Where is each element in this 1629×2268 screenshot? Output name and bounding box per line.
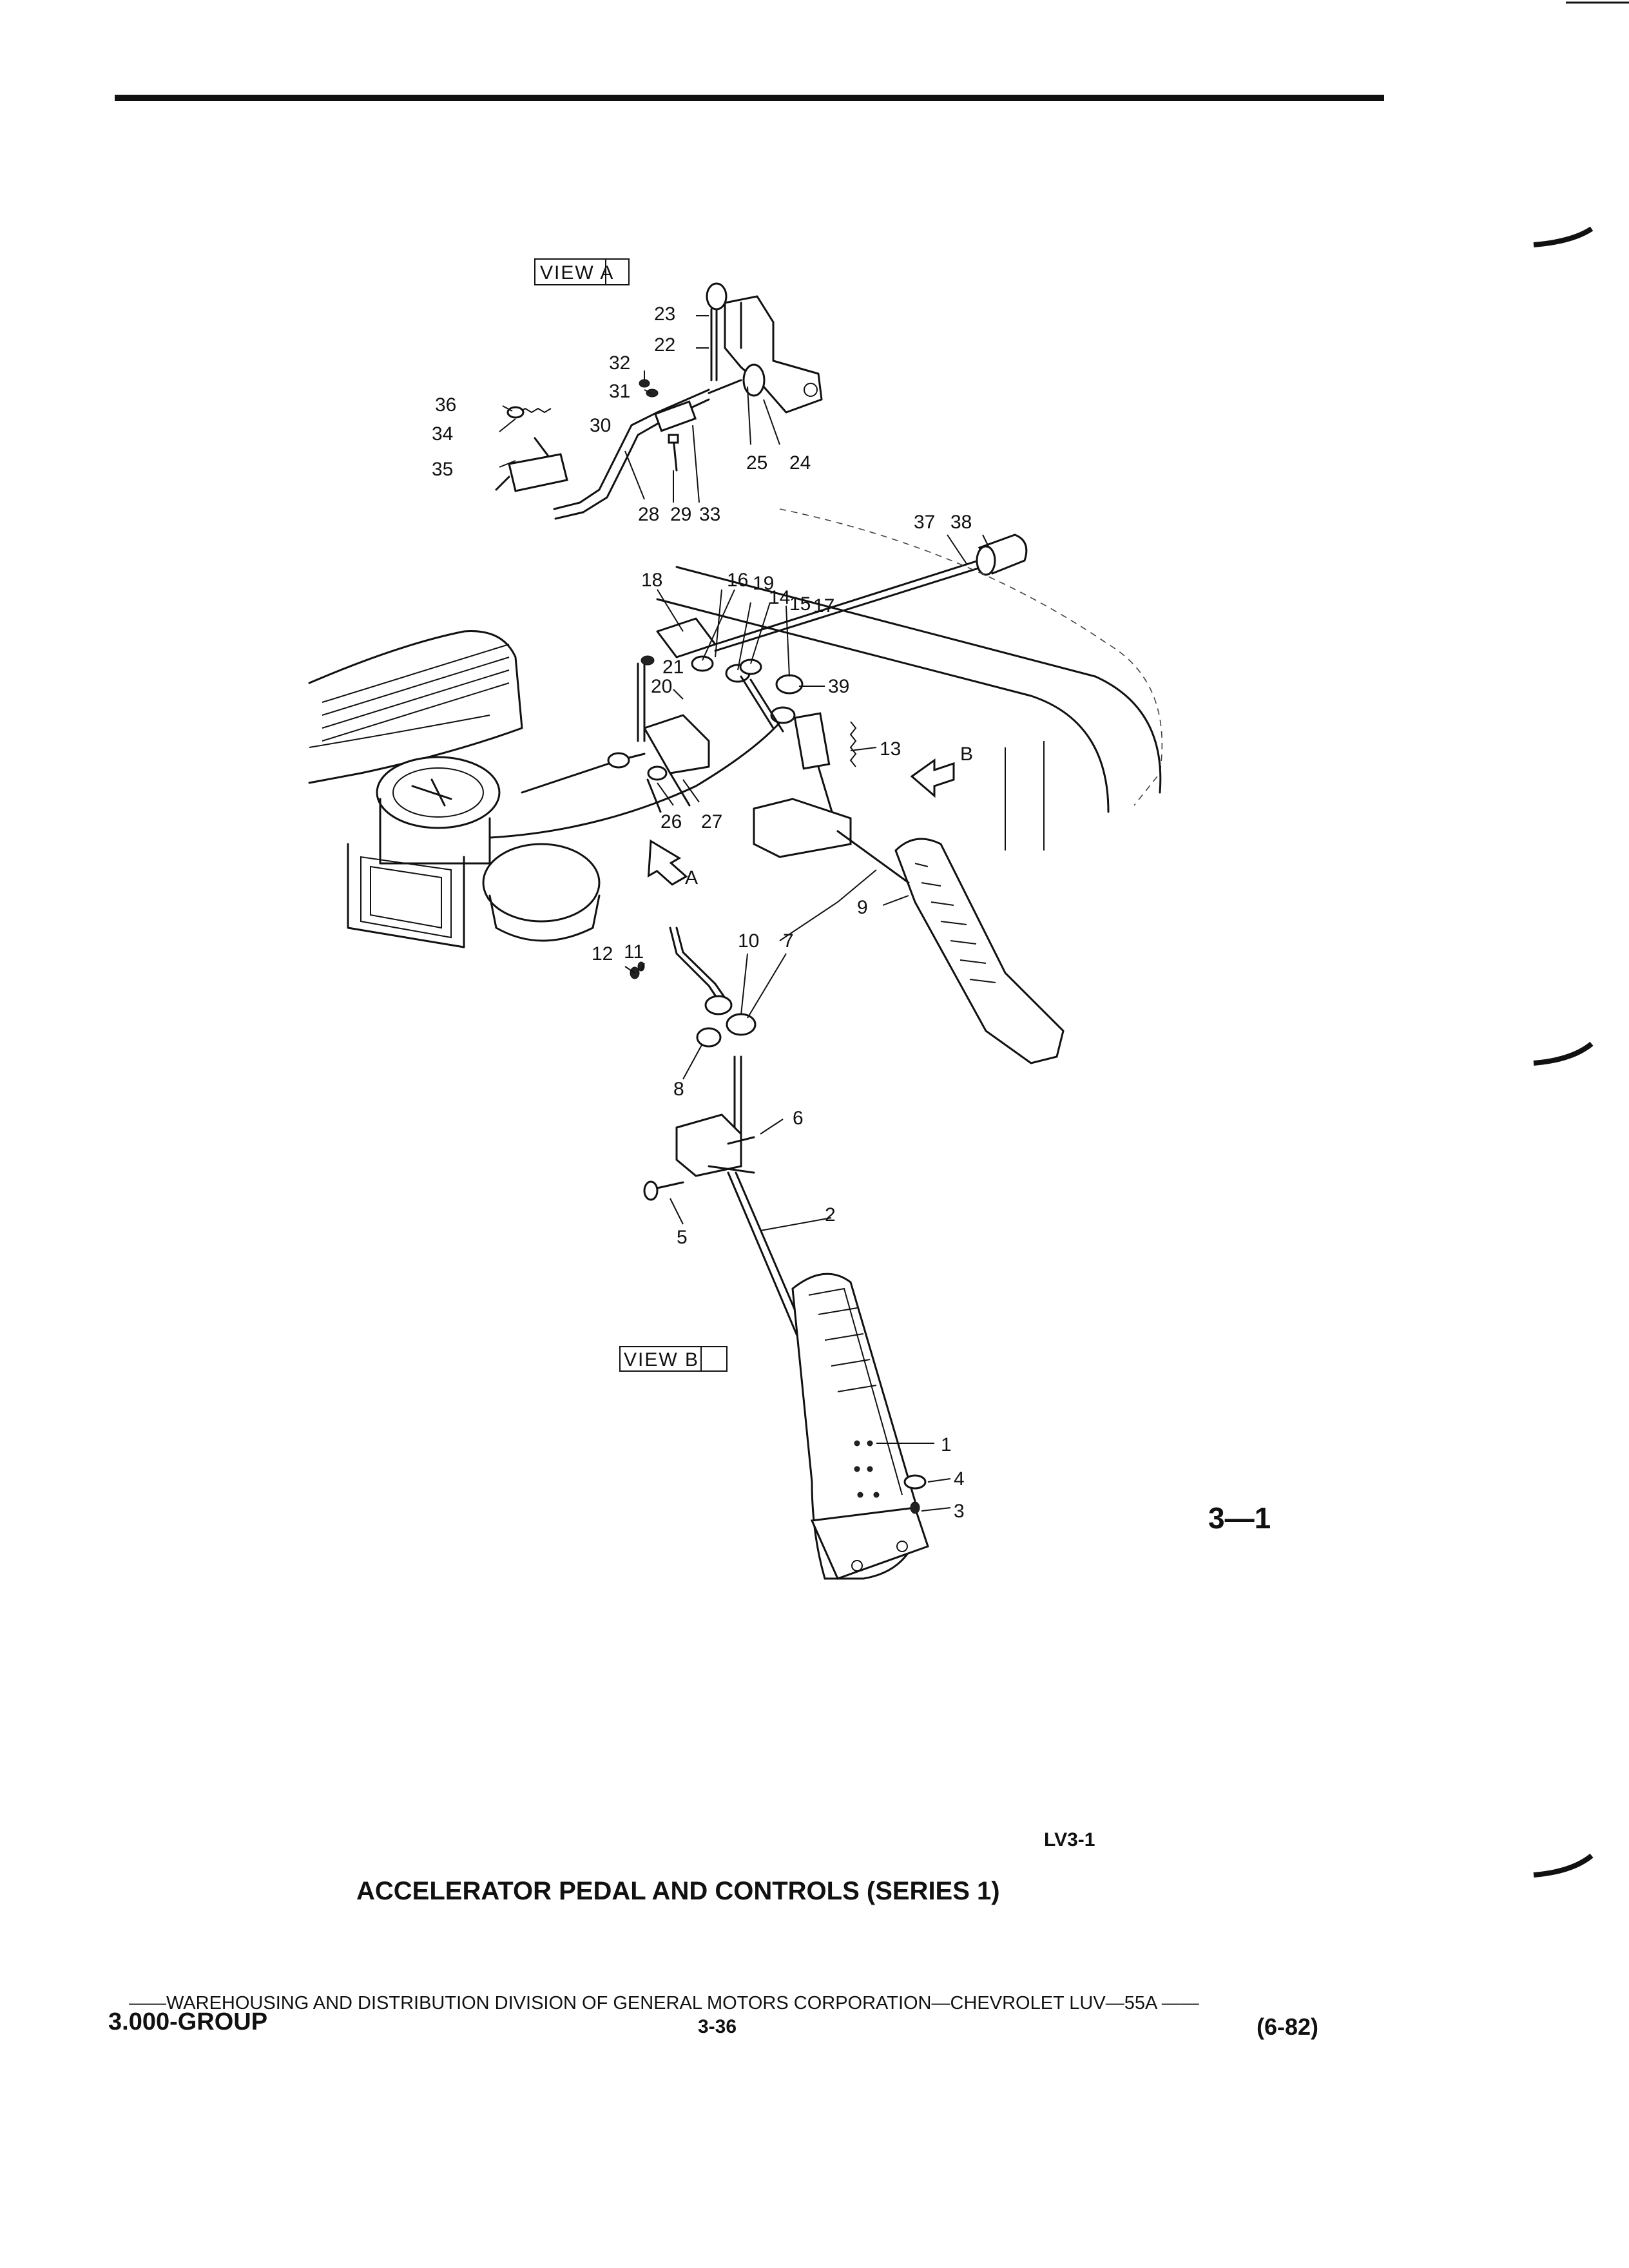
part-number: 3 (954, 1501, 965, 1522)
part-number: 15 (789, 593, 811, 615)
part-number: 24 (789, 452, 811, 474)
part-number: 18 (641, 570, 663, 591)
figure-caption: ACCELERATOR PEDAL AND CONTROLS (SERIES 1) (356, 1877, 1000, 1905)
view-b-assembly (620, 928, 928, 1579)
part-number: 13 (880, 738, 901, 760)
part-number: 12 (592, 943, 613, 965)
part-number: 2 (825, 1204, 836, 1225)
part-number: 35 (432, 459, 454, 480)
part-number: 37 (914, 512, 936, 533)
arrow-label-a: A (685, 867, 699, 889)
part-number: 22 (654, 334, 676, 356)
part-number: 33 (699, 504, 721, 525)
view-a-assembly (496, 259, 822, 519)
part-number: 6 (793, 1108, 804, 1129)
part-number: 28 (638, 504, 660, 525)
part-number: 39 (828, 676, 850, 697)
part-number: 32 (609, 352, 631, 374)
footer-group: 3.000-GROUP (108, 2008, 268, 2035)
part-number: 29 (670, 504, 692, 525)
part-number: 5 (677, 1227, 688, 1248)
footer-division: ——WAREHOUSING AND DISTRIBUTION DIVISION OF GENERAL MOTORS CORPORATION—CHEVROLET LUV—55A —— (129, 1993, 1199, 2013)
view-a-label: VIEW A (540, 262, 615, 284)
part-number: 14 (769, 587, 791, 608)
part-number: 21 (662, 657, 684, 678)
part-number: 36 (435, 394, 457, 416)
part-number: 8 (673, 1079, 684, 1100)
part-number: 30 (590, 415, 612, 436)
engine-carburetor (309, 509, 1162, 1063)
part-number: 26 (660, 811, 682, 832)
part-number: 25 (746, 452, 768, 474)
arrow-label-b: B (960, 744, 974, 765)
part-number: 38 (950, 512, 972, 533)
view-b-label: VIEW B (624, 1349, 700, 1370)
header-rule (115, 95, 1384, 101)
footer-date: (6-82) (1257, 2013, 1319, 2040)
part-number: 23 (654, 303, 676, 325)
binder-mark (1534, 1856, 1592, 1875)
part-number: 4 (954, 1468, 965, 1490)
part-number: 9 (857, 897, 868, 918)
figure-number: 3—1 (1208, 1501, 1271, 1535)
part-number: 34 (432, 423, 454, 445)
binder-mark (1534, 229, 1592, 245)
part-number: 20 (651, 676, 673, 697)
part-number: 16 (727, 570, 749, 591)
binder-mark (1534, 1044, 1592, 1063)
part-number: 27 (701, 811, 723, 832)
footer-page: 3-36 (698, 2016, 737, 2037)
part-number: 11 (624, 941, 644, 963)
part-number: 10 (738, 930, 760, 952)
part-number: 1 (941, 1434, 952, 1456)
figure-code: LV3-1 (1044, 1829, 1095, 1850)
part-number: 17 (813, 595, 835, 617)
part-number: 19 (753, 573, 775, 594)
part-number: 31 (609, 381, 631, 402)
part-number: 7 (783, 930, 794, 952)
